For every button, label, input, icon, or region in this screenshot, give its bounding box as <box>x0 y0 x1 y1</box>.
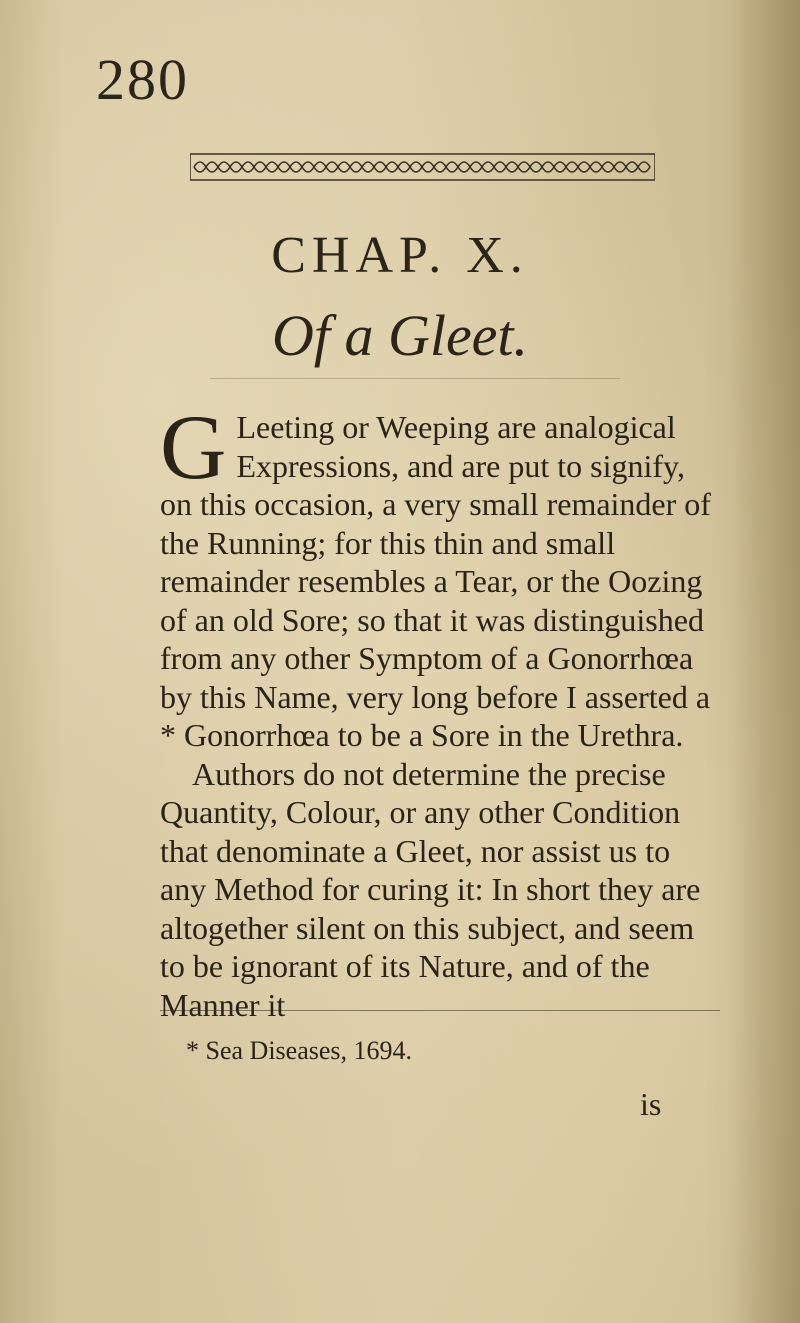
paragraph-1 <box>160 396 720 755</box>
paragraph-1-text: Leeting or Weeping are analogical Expressions, and are put to signify, on this occasion, a very small remainder of the Running; for this thin and small remainder resembles a Tear, or the Oozing of an old Sore; so that it was distinguished from any other Symptom of a Gonorrhœa by this Name, very long before I asserted a * Gonorrhœa to be a Sore in the Urethra. <box>160 409 711 753</box>
chapter-title: Of a Gleet. <box>271 303 529 368</box>
chapter-heading: CHAP. X. <box>271 227 529 284</box>
ornamental-border-icon <box>190 152 655 182</box>
footnote: * Sea Diseases, 1694. <box>186 1036 413 1065</box>
drop-cap: G <box>160 396 227 498</box>
catchword: is <box>640 1086 662 1122</box>
title-divider <box>210 378 620 379</box>
page-number: 280 <box>96 47 189 112</box>
paragraph-2: Authors do not determine the precise Quantity, Colour, or any other Condition that denominate a Gleet, nor assist us to any Method for curing it: In short they are altogether silent on this subject, and seem to be ignorant of its Nature, and of the Manner it <box>160 755 701 1023</box>
footnote-divider <box>160 1010 720 1011</box>
page-gutter-shadow <box>730 0 800 1323</box>
body-text <box>160 396 720 1024</box>
